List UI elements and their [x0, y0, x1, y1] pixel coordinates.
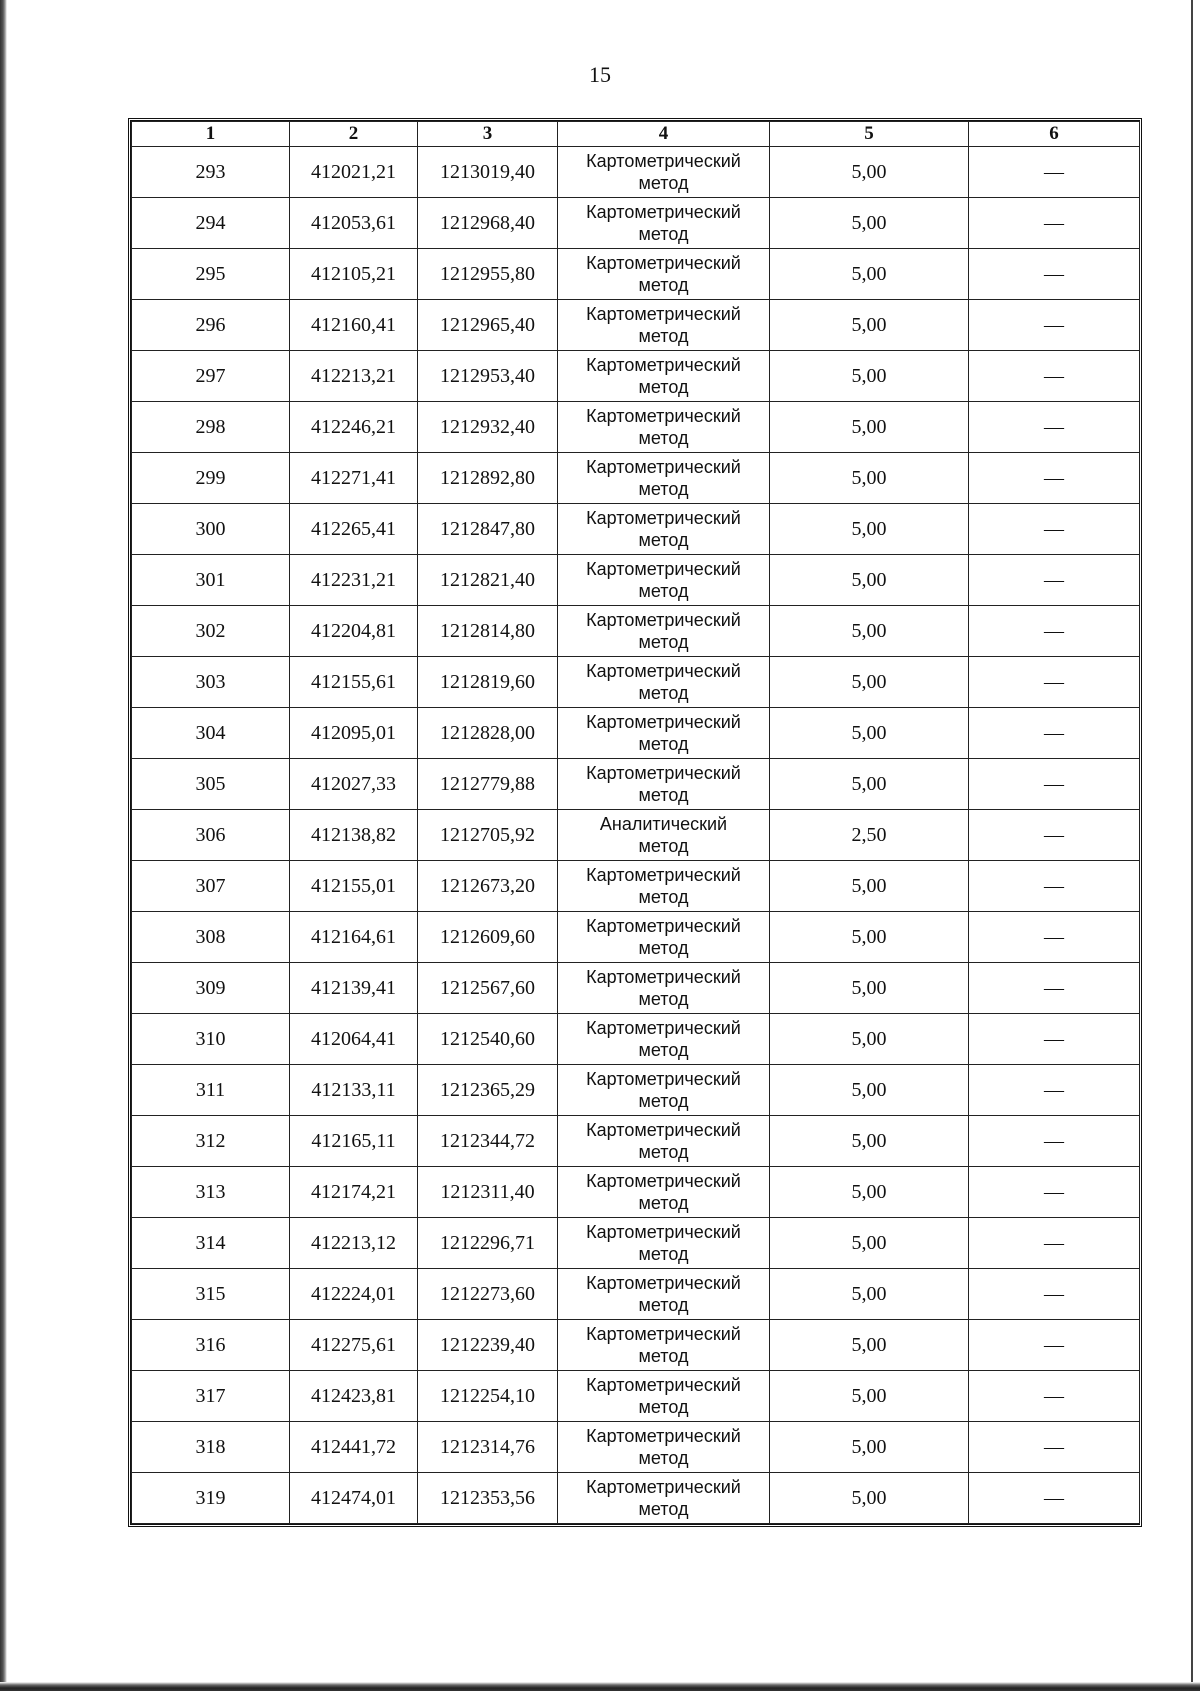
x-coordinate-cell: 412265,41 — [290, 504, 418, 555]
method-name: Картометрический — [586, 1426, 741, 1446]
scan-edge-right — [1191, 0, 1193, 1691]
method-word: метод — [638, 1295, 689, 1315]
x-coordinate-cell: 412441,72 — [290, 1422, 418, 1473]
x-coordinate-cell: 412160,41 — [290, 300, 418, 351]
point-number-cell: 294 — [132, 198, 290, 249]
description-cell: — — [969, 351, 1140, 402]
method-word: метод — [638, 275, 689, 295]
table-row — [132, 963, 1140, 1014]
method-name: Картометрический — [586, 1324, 741, 1344]
table-row — [132, 606, 1140, 657]
y-coordinate-cell: 1212609,60 — [418, 912, 558, 963]
method-name: Картометрический — [586, 712, 741, 732]
method-word: метод — [638, 377, 689, 397]
table-row — [132, 351, 1140, 402]
y-coordinate-cell: 1212254,10 — [418, 1371, 558, 1422]
table-row — [132, 1269, 1140, 1320]
point-number-cell: 305 — [132, 759, 290, 810]
table-row — [132, 861, 1140, 912]
point-number-cell: 309 — [132, 963, 290, 1014]
table-row — [132, 1065, 1140, 1116]
method-word: метод — [638, 734, 689, 754]
method-word: метод — [638, 326, 689, 346]
table-row — [132, 198, 1140, 249]
table-row — [132, 810, 1140, 861]
method-word: метод — [638, 836, 689, 856]
point-number-cell: 301 — [132, 555, 290, 606]
header-col-4: 4 — [558, 122, 770, 147]
method-name: Картометрический — [586, 1375, 741, 1395]
method-cell — [558, 249, 770, 300]
y-coordinate-cell: 1212779,88 — [418, 759, 558, 810]
y-coordinate-cell: 1212892,80 — [418, 453, 558, 504]
accuracy-cell: 5,00 — [770, 198, 969, 249]
method-cell — [558, 759, 770, 810]
page-number: 15 — [589, 62, 611, 87]
point-number-cell: 310 — [132, 1014, 290, 1065]
description-cell: — — [969, 402, 1140, 453]
point-number-cell: 307 — [132, 861, 290, 912]
method-word: метод — [638, 173, 689, 193]
description-cell: — — [969, 300, 1140, 351]
accuracy-cell: 5,00 — [770, 1371, 969, 1422]
y-coordinate-cell: 1212353,56 — [418, 1473, 558, 1524]
accuracy-cell: 5,00 — [770, 861, 969, 912]
table-row — [132, 1473, 1140, 1524]
accuracy-cell: 5,00 — [770, 453, 969, 504]
accuracy-cell: 5,00 — [770, 1065, 969, 1116]
accuracy-cell: 5,00 — [770, 1269, 969, 1320]
description-cell: — — [969, 1065, 1140, 1116]
description-cell: — — [969, 453, 1140, 504]
method-name: Картометрический — [586, 457, 741, 477]
accuracy-cell: 5,00 — [770, 402, 969, 453]
method-cell — [558, 606, 770, 657]
y-coordinate-cell: 1212847,80 — [418, 504, 558, 555]
coordinates-table — [131, 121, 1140, 1524]
description-cell: — — [969, 1116, 1140, 1167]
point-number-cell: 319 — [132, 1473, 290, 1524]
point-number-cell: 303 — [132, 657, 290, 708]
point-number-cell: 293 — [132, 147, 290, 198]
x-coordinate-cell: 412224,01 — [290, 1269, 418, 1320]
table-row — [132, 1116, 1140, 1167]
x-coordinate-cell: 412027,33 — [290, 759, 418, 810]
point-number-cell: 317 — [132, 1371, 290, 1422]
x-coordinate-cell: 412165,11 — [290, 1116, 418, 1167]
method-name: Картометрический — [586, 865, 741, 885]
x-coordinate-cell: 412021,21 — [290, 147, 418, 198]
method-name: Картометрический — [586, 967, 741, 987]
y-coordinate-cell: 1212296,71 — [418, 1218, 558, 1269]
method-name: Картометрический — [586, 610, 741, 630]
method-word: метод — [638, 887, 689, 907]
method-word: метод — [638, 1193, 689, 1213]
accuracy-cell: 5,00 — [770, 657, 969, 708]
method-name: Картометрический — [586, 1273, 741, 1293]
table-row — [132, 1371, 1140, 1422]
y-coordinate-cell: 1212365,29 — [418, 1065, 558, 1116]
method-word: метод — [638, 938, 689, 958]
method-name: Аналитический — [599, 814, 728, 834]
scan-edge-left — [0, 0, 7, 1691]
x-coordinate-cell: 412423,81 — [290, 1371, 418, 1422]
y-coordinate-cell: 1212821,40 — [418, 555, 558, 606]
method-word: метод — [638, 989, 689, 1009]
method-cell — [558, 708, 770, 759]
x-coordinate-cell: 412174,21 — [290, 1167, 418, 1218]
point-number-cell: 302 — [132, 606, 290, 657]
table-row — [132, 402, 1140, 453]
method-cell — [558, 555, 770, 606]
point-number-cell: 300 — [132, 504, 290, 555]
method-word: метод — [638, 581, 689, 601]
y-coordinate-cell: 1212705,92 — [418, 810, 558, 861]
method-cell — [558, 1422, 770, 1473]
method-cell — [558, 657, 770, 708]
accuracy-cell: 5,00 — [770, 504, 969, 555]
description-cell: — — [969, 861, 1140, 912]
method-cell — [558, 963, 770, 1014]
y-coordinate-cell: 1212311,40 — [418, 1167, 558, 1218]
method-cell — [558, 810, 770, 861]
point-number-cell: 308 — [132, 912, 290, 963]
method-name: Картометрический — [586, 355, 741, 375]
description-cell: — — [969, 1473, 1140, 1524]
point-number-cell: 295 — [132, 249, 290, 300]
method-cell — [558, 1065, 770, 1116]
method-word: метод — [638, 785, 689, 805]
method-word: метод — [638, 224, 689, 244]
x-coordinate-cell: 412053,61 — [290, 198, 418, 249]
description-cell: — — [969, 1218, 1140, 1269]
coordinates-table-frame — [128, 118, 1142, 1527]
method-word: метод — [638, 1040, 689, 1060]
method-name: Картометрический — [586, 1018, 741, 1038]
method-cell — [558, 861, 770, 912]
description-cell: — — [969, 1371, 1140, 1422]
method-word: метод — [638, 530, 689, 550]
y-coordinate-cell: 1212344,72 — [418, 1116, 558, 1167]
method-cell — [558, 1014, 770, 1065]
y-coordinate-cell: 1212814,80 — [418, 606, 558, 657]
table-row — [132, 1014, 1140, 1065]
y-coordinate-cell: 1212819,60 — [418, 657, 558, 708]
x-coordinate-cell: 412474,01 — [290, 1473, 418, 1524]
accuracy-cell: 5,00 — [770, 759, 969, 810]
table-row — [132, 147, 1140, 198]
method-name: Картометрический — [586, 508, 741, 528]
x-coordinate-cell: 412155,01 — [290, 861, 418, 912]
y-coordinate-cell: 1212567,60 — [418, 963, 558, 1014]
y-coordinate-cell: 1212314,76 — [418, 1422, 558, 1473]
point-number-cell: 314 — [132, 1218, 290, 1269]
description-cell: — — [969, 555, 1140, 606]
table-row — [132, 708, 1140, 759]
description-cell: — — [969, 1167, 1140, 1218]
method-cell — [558, 1167, 770, 1218]
description-cell: — — [969, 963, 1140, 1014]
method-word: метод — [638, 1244, 689, 1264]
point-number-cell: 298 — [132, 402, 290, 453]
x-coordinate-cell: 412133,11 — [290, 1065, 418, 1116]
description-cell: — — [969, 147, 1140, 198]
header-col-5: 5 — [770, 122, 969, 147]
y-coordinate-cell: 1212673,20 — [418, 861, 558, 912]
method-word: метод — [638, 1397, 689, 1417]
x-coordinate-cell: 412105,21 — [290, 249, 418, 300]
accuracy-cell: 5,00 — [770, 1218, 969, 1269]
method-word: метод — [638, 479, 689, 499]
method-name: Картометрический — [586, 1477, 741, 1497]
table-row — [132, 1218, 1140, 1269]
accuracy-cell: 5,00 — [770, 606, 969, 657]
accuracy-cell: 5,00 — [770, 963, 969, 1014]
table-row — [132, 504, 1140, 555]
table-row — [132, 1422, 1140, 1473]
accuracy-cell: 5,00 — [770, 1014, 969, 1065]
method-name: Картометрический — [586, 559, 741, 579]
method-name: Картометрический — [586, 406, 741, 426]
method-name: Картометрический — [586, 916, 741, 936]
y-coordinate-cell: 1212239,40 — [418, 1320, 558, 1371]
description-cell: — — [969, 1320, 1140, 1371]
point-number-cell: 296 — [132, 300, 290, 351]
accuracy-cell: 2,50 — [770, 810, 969, 861]
accuracy-cell: 5,00 — [770, 912, 969, 963]
y-coordinate-cell: 1213019,40 — [418, 147, 558, 198]
x-coordinate-cell: 412231,21 — [290, 555, 418, 606]
method-cell — [558, 1473, 770, 1524]
table-header-row — [132, 122, 1140, 147]
method-name: Картометрический — [586, 661, 741, 681]
point-number-cell: 299 — [132, 453, 290, 504]
x-coordinate-cell: 412213,12 — [290, 1218, 418, 1269]
method-cell — [558, 1116, 770, 1167]
accuracy-cell: 5,00 — [770, 249, 969, 300]
y-coordinate-cell: 1212828,00 — [418, 708, 558, 759]
accuracy-cell: 5,00 — [770, 1422, 969, 1473]
y-coordinate-cell: 1212953,40 — [418, 351, 558, 402]
method-name: Картометрический — [586, 304, 741, 324]
method-name: Картометрический — [586, 253, 741, 273]
description-cell: — — [969, 1422, 1140, 1473]
x-coordinate-cell: 412138,82 — [290, 810, 418, 861]
method-cell — [558, 504, 770, 555]
y-coordinate-cell: 1212955,80 — [418, 249, 558, 300]
x-coordinate-cell: 412275,61 — [290, 1320, 418, 1371]
method-word: метод — [638, 428, 689, 448]
x-coordinate-cell: 412155,61 — [290, 657, 418, 708]
method-name: Картометрический — [586, 202, 741, 222]
method-cell — [558, 1371, 770, 1422]
point-number-cell: 312 — [132, 1116, 290, 1167]
table-row — [132, 1167, 1140, 1218]
accuracy-cell: 5,00 — [770, 1116, 969, 1167]
description-cell: — — [969, 912, 1140, 963]
table-row — [132, 249, 1140, 300]
description-cell: — — [969, 198, 1140, 249]
point-number-cell: 297 — [132, 351, 290, 402]
x-coordinate-cell: 412064,41 — [290, 1014, 418, 1065]
x-coordinate-cell: 412271,41 — [290, 453, 418, 504]
table-row — [132, 912, 1140, 963]
accuracy-cell: 5,00 — [770, 300, 969, 351]
method-cell — [558, 1269, 770, 1320]
table-row — [132, 555, 1140, 606]
y-coordinate-cell: 1212968,40 — [418, 198, 558, 249]
accuracy-cell: 5,00 — [770, 1167, 969, 1218]
method-name: Картометрический — [586, 1069, 741, 1089]
method-word: метод — [638, 1346, 689, 1366]
x-coordinate-cell: 412204,81 — [290, 606, 418, 657]
y-coordinate-cell: 1212932,40 — [418, 402, 558, 453]
table-body — [132, 147, 1140, 1524]
header-col-3: 3 — [418, 122, 558, 147]
header-col-6: 6 — [969, 122, 1140, 147]
method-cell — [558, 912, 770, 963]
method-cell — [558, 402, 770, 453]
description-cell: — — [969, 249, 1140, 300]
accuracy-cell: 5,00 — [770, 708, 969, 759]
description-cell: — — [969, 657, 1140, 708]
point-number-cell: 318 — [132, 1422, 290, 1473]
point-number-cell: 306 — [132, 810, 290, 861]
method-word: метод — [638, 632, 689, 652]
method-word: метод — [638, 1091, 689, 1111]
accuracy-cell: 5,00 — [770, 555, 969, 606]
method-cell — [558, 198, 770, 249]
description-cell: — — [969, 759, 1140, 810]
table-row — [132, 453, 1140, 504]
method-cell — [558, 1320, 770, 1371]
y-coordinate-cell: 1212965,40 — [418, 300, 558, 351]
x-coordinate-cell: 412246,21 — [290, 402, 418, 453]
method-word: метод — [638, 683, 689, 703]
y-coordinate-cell: 1212540,60 — [418, 1014, 558, 1065]
point-number-cell: 313 — [132, 1167, 290, 1218]
x-coordinate-cell: 412164,61 — [290, 912, 418, 963]
method-cell — [558, 1218, 770, 1269]
point-number-cell: 304 — [132, 708, 290, 759]
description-cell: — — [969, 504, 1140, 555]
table-row — [132, 657, 1140, 708]
method-word: метод — [638, 1448, 689, 1468]
method-word: метод — [638, 1142, 689, 1162]
header-col-1: 1 — [132, 122, 290, 147]
method-cell — [558, 351, 770, 402]
point-number-cell: 315 — [132, 1269, 290, 1320]
x-coordinate-cell: 412095,01 — [290, 708, 418, 759]
method-cell — [558, 300, 770, 351]
y-coordinate-cell: 1212273,60 — [418, 1269, 558, 1320]
accuracy-cell: 5,00 — [770, 147, 969, 198]
method-cell — [558, 147, 770, 198]
table-row — [132, 300, 1140, 351]
method-name: Картометрический — [586, 1120, 741, 1140]
accuracy-cell: 5,00 — [770, 1320, 969, 1371]
scan-edge-bottom — [0, 1682, 1200, 1691]
method-cell — [558, 453, 770, 504]
table-row — [132, 1320, 1140, 1371]
method-name: Картометрический — [586, 151, 741, 171]
header-col-2: 2 — [290, 122, 418, 147]
x-coordinate-cell: 412213,21 — [290, 351, 418, 402]
table-row — [132, 759, 1140, 810]
description-cell: — — [969, 606, 1140, 657]
description-cell: — — [969, 708, 1140, 759]
point-number-cell: 311 — [132, 1065, 290, 1116]
description-cell: — — [969, 810, 1140, 861]
method-name: Картометрический — [586, 1171, 741, 1191]
point-number-cell: 316 — [132, 1320, 290, 1371]
accuracy-cell: 5,00 — [770, 351, 969, 402]
method-word: метод — [638, 1499, 689, 1519]
description-cell: — — [969, 1014, 1140, 1065]
accuracy-cell: 5,00 — [770, 1473, 969, 1524]
x-coordinate-cell: 412139,41 — [290, 963, 418, 1014]
method-name: Картометрический — [586, 763, 741, 783]
description-cell: — — [969, 1269, 1140, 1320]
method-name: Картометрический — [586, 1222, 741, 1242]
